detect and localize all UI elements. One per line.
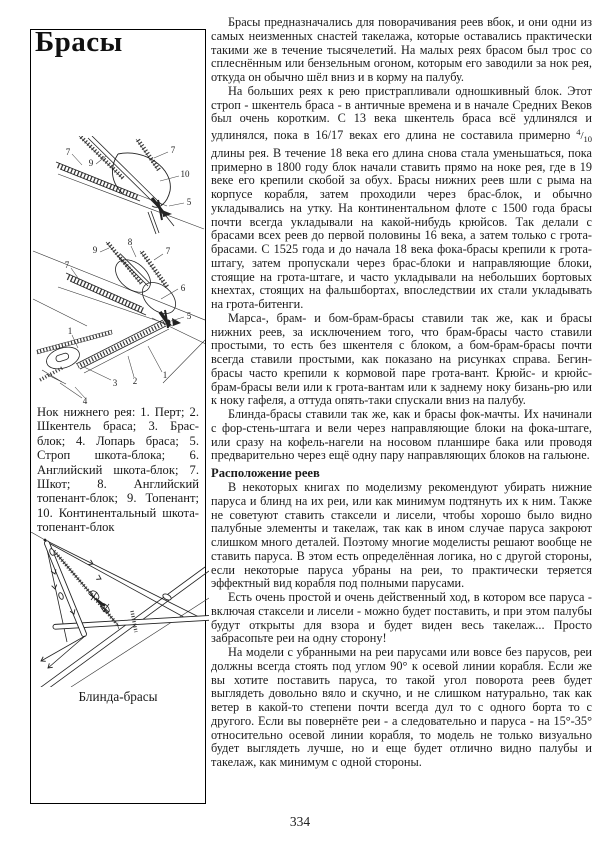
paragraph-1: Брасы предназначались для поворачивания реев вбок, и они одни из самых неизменных снастей такелажа, которые оставались практически такими же в течение тысячелетий. На малых реях брасом был трос со сплеснённым или бензельным огоном, которым его заводили за нок рея, откуда он обычно шёл вниз и в корму на палубу.: [211, 15, 592, 84]
section-heading: Расположение реев: [211, 466, 320, 480]
fraction-numerator: 4: [576, 127, 581, 137]
figure-label: 9: [88, 158, 94, 168]
paragraph-6: Есть очень простой и очень действенный ход, в котором все паруса - включая стаксели и лисели - можно будет поставить, и при этом палубы будут открыты для взора и будет виден весь такелаж... Просто забрасопьте реи на одну сторону!: [211, 590, 592, 646]
paragraph-3: Марса-, брам- и бом-брам-брасы ставили так же, как и брасы нижних реев, за исключением того, что брам-брасы часто ставили простыми, то есть без шкентеля с блоком, а бом-брам-брасы почти всегда ставили простыми, как показано на рисунках справа. Бегин-брасы часто крепили к кормовой паре грота-вант. Крюйс- и крюйс-брам-брасы вели или к грота-вантам или к заднему ноку бизань-рю или к ноку гафеля, а оттуда опять-таки спускали вниз на палубу.: [211, 310, 592, 408]
page-title: Брасы: [35, 26, 123, 58]
figure1-rigging-drawing: [32, 136, 205, 408]
figure-label: 8: [127, 237, 133, 247]
figure2-caption: Блинда-брасы: [78, 689, 158, 704]
figure-box: [30, 26, 206, 804]
article-text: [211, 16, 592, 770]
figure-label: 6: [180, 283, 186, 293]
figure2-blind-braces-drawing: [31, 532, 209, 687]
page-number: 334: [289, 814, 311, 829]
paragraph-5: В некоторых книгах по моделизму рекомендуют убирать нижние паруса и блинд на их реи, или как минимум подтянуть их к ним. Также не советуют ставить стаксели и лисели, чтобы хорошо было видно палубные элементы и такелаж, так как в ином случае паруса закроют слишком много деталей. Поэтому многие моделисты решают вообще не ставить паруса. В этом есть определённая логика, но с другой стороны, если некоторые паруса убраны на реи, то практически теряется эффектный вид корабля под полными парусами.: [211, 480, 592, 591]
paragraph-2-end: длины рея. В течение 18 века его длина снова стала уменьшаться, пока примерно в 1800 году блок начали ставить прямо на ноке рея, где в 19 веке его крепили скобой за обух. Брасы нижних реев шли с рыма на корпусе корабля, затем проходили через брас-блок, и обычно укладывались на утку. На континентальном флоте с 1500 года брасы почти всегда укладывали на какой-нибудь крюйсов. Так делали с брасами всех реев до первой половины 16 века, а затем только с грота-брасами. С 1525 года и до начала 18 века фока-брасы крепили к грота-штагу, затем пропускали через брас-блоки и направляющие блоки, стоящие на грота-штаге, и часто укладывали на небольших бортовых кнехтах, стоящих на фальшбортах, впоследствии их стали укладывать на грота-битенги.: [211, 145, 592, 311]
figure-label: 7: [64, 260, 70, 270]
figure-label: 4: [82, 396, 88, 406]
figure-label: 1: [67, 326, 73, 336]
figure-label: 7: [65, 147, 71, 157]
figure-label: 1: [162, 370, 168, 380]
figure-label: 7: [165, 246, 171, 256]
paragraph-4: Блинда-брасы ставили так же, как и брасы фок-мачты. Их начинали с фор-стень-штага и вели через направляющие блоки на фока-штаге, или сразу на кофель-нагели на носовом планшире бака или проводя предварительно через ещё одну пару направляющих блоков на гальюне.: [211, 407, 592, 463]
paragraph-2: [211, 85, 592, 312]
figure-label: 3: [112, 378, 118, 388]
figure-label: 5: [186, 197, 192, 207]
figure1-caption: Нок нижнего рея: 1. Перт; 2. Шкентель браса; 3. Брас-блок; 4. Лопарь браса; 5. Строп шкота-блока; 6. Английский шкота-блок; 7. Шкот; 8. Английский топенант-блок; 9. Топенант; 10. Континентальный шкота-топенант-блок: [37, 405, 199, 535]
figure-label: 2: [132, 376, 138, 386]
fraction-denominator: 10: [583, 134, 592, 144]
figure-label: 10: [180, 169, 190, 179]
figure-label: 5: [186, 311, 192, 321]
paragraph-7: На модели с убранными на реи парусами или вовсе без парусов, реи должны всегда стоять под углом 90° к осевой линии корабля. Если же вы хотите поставить паруса, то такой угол поворота реев будет выглядеть довольно вяло и скучно, и не слишком натурально, так как ветер в какой-то степени почти всегда дул то с одного борта то с другого. Если вы повернёте реи - а следовательно и паруса - на 15°-35° относительно осевой линии корабля, то модель не только визуально будет выглядеть лучше, но и еще будет отлично видно палубы и такелаж, как минимум с одной стороны.: [211, 645, 592, 769]
fraction-slash: /: [580, 130, 584, 142]
figure-label: 9: [92, 245, 98, 255]
paragraph-2-start: На больших реях к рею пристрапливали одношкивный блок. Этот строп - шкентель браса - в античные времена и в начале Средних Веков был очень коротким. С 13 века шкентель браса всё удлинялся и удлинялся, пока в 16/17 веках его длина не составила примерно: [211, 83, 592, 142]
figure-label: 7: [170, 145, 176, 155]
